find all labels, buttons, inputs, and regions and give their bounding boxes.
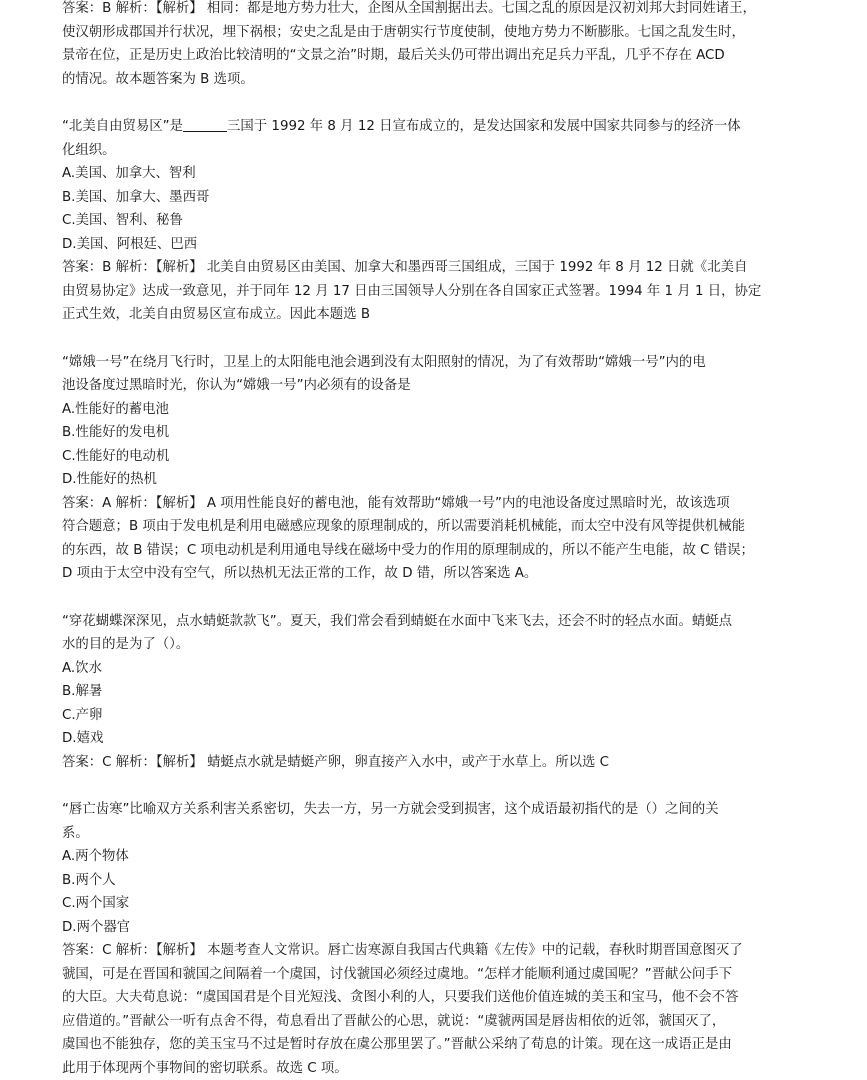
question-stem: “穿花蝴蝶深深见，点水蜻蜓款款飞”。夏天，我们常会看到蜻蜓在水面中飞来飞去，还会不时的轻点水面。蜻蜓点 <box>62 610 822 634</box>
answer-line: 答案：C 解析：【解析】 本题考查人文常识。唇亡齿寒源自我国古代典籍《左传》中的记载，春秋时期晋国意图灭了 <box>62 939 822 963</box>
question-3 <box>62 610 822 775</box>
option-d: D.嬉戏 <box>62 727 822 751</box>
option-c: C.两个国家 <box>62 892 822 916</box>
option-c: C.产卵 <box>62 704 822 728</box>
option-c: C.美国、智利、秘鲁 <box>62 209 822 233</box>
option-d: D.性能好的热机 <box>62 468 822 492</box>
answer-line: 虞国也不能独存，您的美玉宝马不过是暂时存放在虞公那里罢了。”晋献公采纳了荀息的计策。现在这一成语正是由 <box>62 1033 822 1057</box>
answer-line: 答案：A 解析：【解析】 A 项用性能良好的蓄电池，能有效帮助“嫦娥一号”内的电池设备度过黑暗时光，故该选项 <box>62 492 822 516</box>
question-stem: “唇亡齿寒”比喻双方关系利害关系密切，失去一方，另一方就会受到损害，这个成语最初指代的是（）之间的关 <box>62 798 822 822</box>
option-b: B.解暑 <box>62 680 822 704</box>
option-d: D.两个器官 <box>62 916 822 940</box>
answer-line: 使汉朝形成郡国并行状况，埋下祸根；安史之乱是由于唐朝实行节度使制，使地方势力不断膨胀。七国之乱发生时， <box>62 21 822 45</box>
question-2 <box>62 351 822 586</box>
option-b: B.美国、加拿大、墨西哥 <box>62 186 822 210</box>
answer-line: 景帝在位，正是历史上政治比较清明的“文景之治”时期，最后关头仍可带出调出充足兵力平乱，几乎不存在 ACD <box>62 44 822 68</box>
answer-line: 答案：B 解析：【解析】 北美自由贸易区由美国、加拿大和墨西哥三国组成，三国于 1992 年 8 月 12 日就《北美自 <box>62 256 822 280</box>
question-stem: 化组织。 <box>62 139 822 163</box>
document-page <box>62 0 822 1080</box>
answer-line: 应借道的。”晋献公一听有点舍不得，荀息看出了晋献公的心思，就说：“虞虢两国是唇齿相依的近邻，虢国灭了， <box>62 1010 822 1034</box>
option-b: B.性能好的发电机 <box>62 421 822 445</box>
answer-block-intro <box>62 0 822 91</box>
answer-line: 答案：C 解析：【解析】 蜻蜓点水就是蜻蜓产卵，卵直接产入水中，或产于水草上。所以选 C <box>62 751 822 775</box>
question-4 <box>62 798 822 1080</box>
question-1 <box>62 115 822 327</box>
answer-line: 正式生效，北美自由贸易区宣布成立。因此本题选 B <box>62 303 822 327</box>
question-stem: “嫦娥一号”在绕月飞行时，卫星上的太阳能电池会遇到没有太阳照射的情况，为了有效帮助“嫦娥一号”内的电 <box>62 351 822 375</box>
option-b: B.两个人 <box>62 869 822 893</box>
answer-line: 此用于体现两个事物间的密切联系。故选 C 项。 <box>62 1057 822 1080</box>
answer-line: 虢国，可是在晋国和虢国之间隔着一个虞国，讨伐虢国必须经过虞地。“怎样才能顺利通过虞国呢？”晋献公问手下 <box>62 963 822 987</box>
option-a: A.性能好的蓄电池 <box>62 398 822 422</box>
option-a: A.饮水 <box>62 657 822 681</box>
answer-line: 由贸易协定》达成一致意见，并于同年 12 月 17 日由三国领导人分别在各自国家正式签署。1994 年 1 月 1 日，协定 <box>62 280 822 304</box>
question-stem: 水的目的是为了（）。 <box>62 633 822 657</box>
question-stem: 系。 <box>62 822 822 846</box>
fill-blank <box>183 117 227 132</box>
answer-line: 的大臣。大夫荀息说：“虞国国君是个目光短浅、贪图小利的人，只要我们送他价值连城的美玉和宝马，他不会不答 <box>62 986 822 1010</box>
option-a: A.两个物体 <box>62 845 822 869</box>
question-stem: “北美自由贸易区”是 三国于 1992 年 8 月 12 日宣布成立的，是发达国家和发展中国家共同参与的经济一体 <box>62 115 822 139</box>
answer-line: 的东西，故 B 错误；C 项电动机是利用通电导线在磁场中受力的作用的原理制成的，所以不能产生电能，故 C 错误； <box>62 539 822 563</box>
answer-line: D 项由于太空中没有空气，所以热机无法正常的工作，故 D 错，所以答案选 A。 <box>62 562 822 586</box>
answer-line: 符合题意；B 项由于发电机是利用电磁感应现象的原理制成的，所以需要消耗机械能，而太空中没有风等提供机械能 <box>62 515 822 539</box>
option-c: C.性能好的电动机 <box>62 445 822 469</box>
option-a: A.美国、加拿大、智利 <box>62 162 822 186</box>
answer-line: 的情况。故本题答案为 B 选项。 <box>62 68 822 92</box>
option-d: D.美国、阿根廷、巴西 <box>62 233 822 257</box>
question-stem: 池设备度过黑暗时光，你认为“嫦娥一号”内必须有的设备是 <box>62 374 822 398</box>
answer-line: 答案：B 解析：【解析】 相同：都是地方势力壮大，企图从全国割据出去。七国之乱的原因是汉初刘邦大封同姓诸王， <box>62 0 822 21</box>
